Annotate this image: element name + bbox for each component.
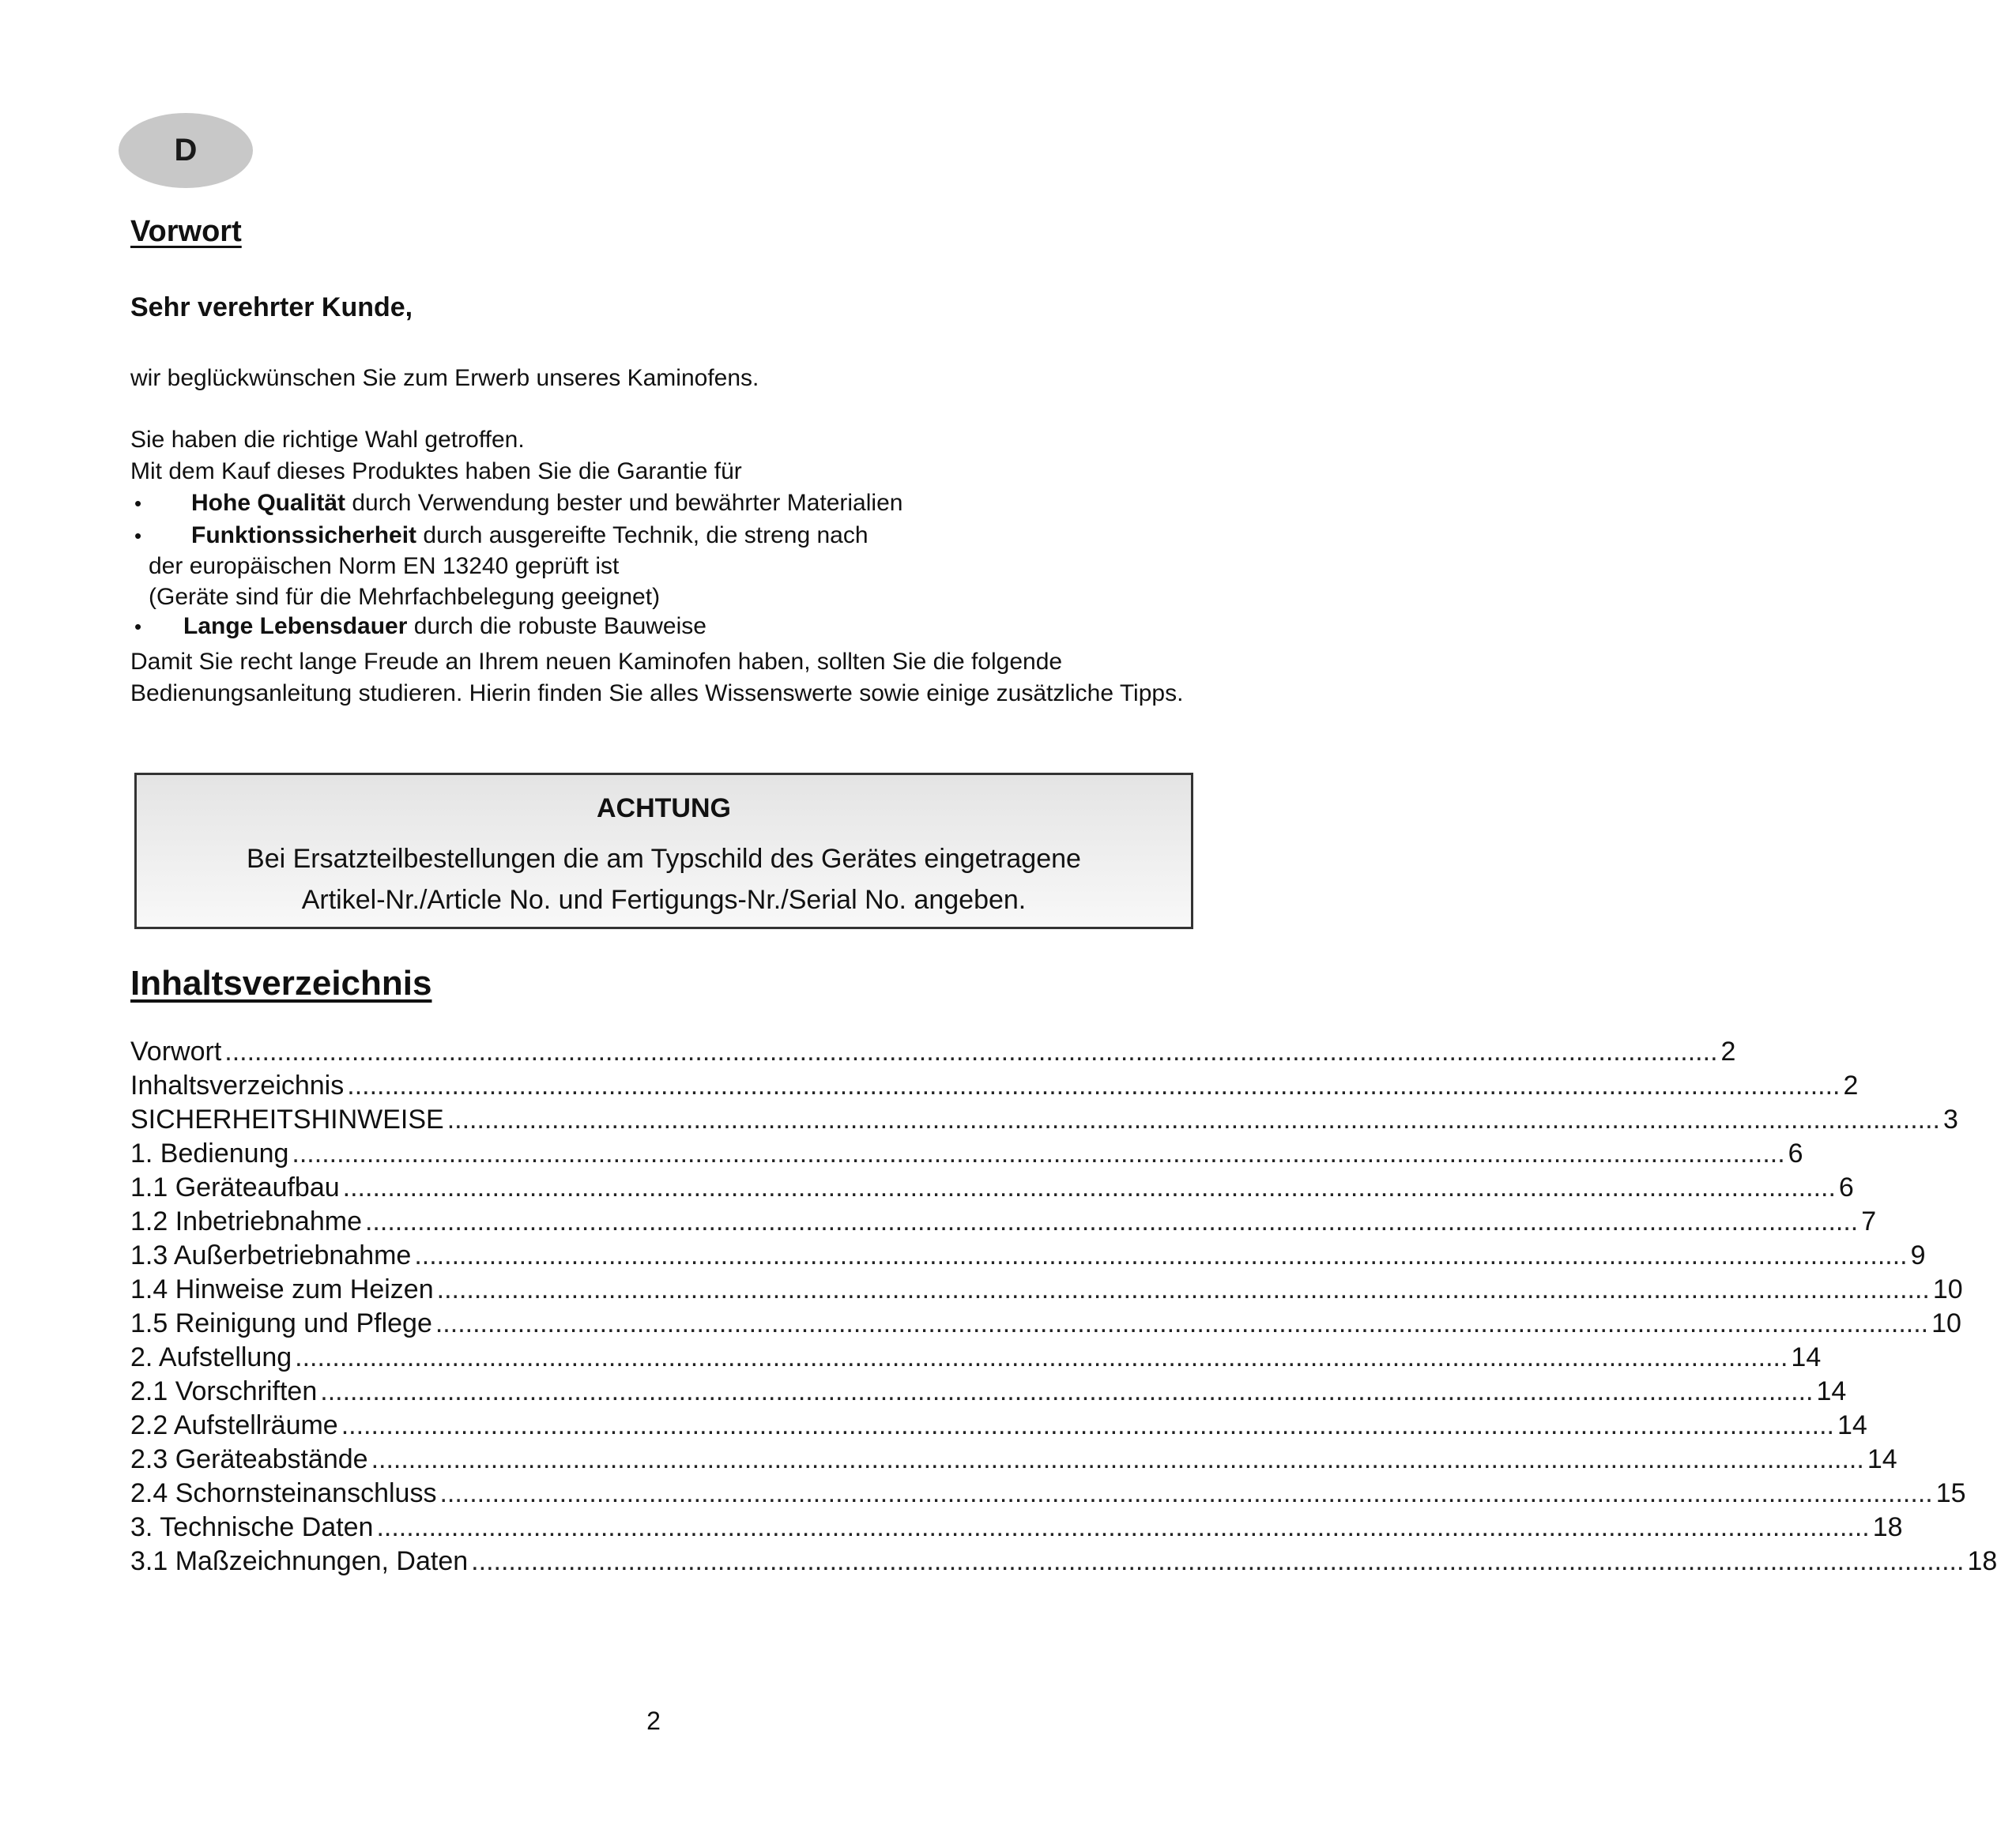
table-of-contents [130,1035,1997,1579]
toc-entry-page: 15 [1935,1478,1966,1508]
closing-paragraph: Damit Sie recht lange Freude an Ihrem neuen Kaminofen haben, sollten Sie die folgende Bedienungsanleitung studieren. Hierin finden Sie alles Wissenswerte sowie einige zusätzliche Tipps. [130,649,1184,706]
toc-entry-page: 18 [1872,1512,1903,1542]
toc-leader-dots: ........................................................................................................................................................................................................ [471,1546,1965,1576]
preface-heading: Vorwort [130,215,242,248]
bullet-dot-icon: • [134,524,142,548]
toc-entry[interactable] [130,1103,1958,1137]
toc-entry-label: 2.3 Geräteabstände [130,1444,368,1474]
notice-text [137,838,1191,920]
toc-entry-page: 6 [1838,1172,1854,1203]
toc-entry[interactable] [130,1069,1859,1103]
toc-entry-label: 1.1 Geräteaufbau [130,1172,340,1203]
bullet-item [183,611,706,642]
notice-line-2: Artikel-Nr./Article No. und Fertigungs-Nr./Serial No. angeben. [301,885,1027,915]
toc-entry-label: Inhaltsverzeichnis [130,1071,345,1101]
toc-entry-page: 10 [1932,1274,1963,1304]
toc-entry-label: 1.2 Inbetriebnahme [130,1206,362,1236]
toc-entry[interactable] [130,1545,1997,1579]
toc-entry-page: 10 [1931,1308,1961,1338]
toc-entry-page: 2 [1720,1037,1736,1067]
toc-entry[interactable] [130,1341,1822,1375]
toc-entry-label: 3.1 Maßzeichnungen, Daten [130,1546,469,1576]
toc-entry-label: 1.3 Außerbetriebnahme [130,1240,412,1270]
bullet-text: durch die robuste Bauweise [407,613,706,639]
notice-title: ACHTUNG [597,793,731,823]
bullet-continuation: der europäischen Norm EN 13240 geprüft ist [149,553,620,579]
bullet-text: durch Verwendung bester und bewährter Materialien [345,490,903,516]
toc-entry-label: 1.5 Reinigung und Pflege [130,1308,432,1338]
toc-leader-dots: ........................................................................................................................................................................................................ [341,1410,1834,1440]
toc-leader-dots: ........................................................................................................................................................................................................ [320,1376,1814,1406]
toc-leader-dots: ........................................................................................................................................................................................................ [436,1274,1930,1304]
toc-leader-dots: ........................................................................................................................................................................................................ [371,1444,1864,1474]
bullet-dot-icon: • [134,615,142,638]
toc-entry[interactable] [130,1511,1903,1545]
toc-entry[interactable] [130,1443,1897,1477]
language-badge: D [119,113,253,188]
guarantee-line-1: Sie haben die richtige Wahl getroffen. [130,427,525,453]
toc-leader-dots: ........................................................................................................................................................................................................ [435,1308,1929,1338]
page-number: 2 [646,1707,661,1735]
toc-entry-page: 18 [1967,1546,1997,1576]
guarantee-paragraph [130,424,742,487]
toc-entry[interactable] [130,1239,1926,1273]
notice-box [134,773,1193,929]
toc-leader-dots: ........................................................................................................................................................................................................ [364,1206,1859,1236]
toc-leader-dots: ........................................................................................................................................................................................................ [295,1342,1788,1372]
toc-entry[interactable] [130,1205,1877,1239]
toc-entry-page: 14 [1791,1342,1822,1372]
bullet-item [191,520,869,551]
toc-entry-page: 14 [1837,1410,1867,1440]
toc-entry[interactable] [130,1477,1966,1511]
bullet-item [191,487,902,519]
guarantee-line-2: Mit dem Kauf dieses Produktes haben Sie die Garantie für [130,458,742,484]
bullet-continuation: (Geräte sind für die Mehrfachbelegung geeignet) [149,584,661,610]
bullet-bold: Funktionssicherheit [191,522,417,548]
bullet-bold: Hohe Qualität [191,490,346,516]
toc-leader-dots: ........................................................................................................................................................................................................ [292,1139,1785,1169]
toc-entry[interactable] [130,1307,1961,1341]
toc-entry[interactable] [130,1409,1867,1443]
toc-entry[interactable] [130,1375,1847,1409]
intro-paragraph: wir beglückwünschen Sie zum Erwerb unseres Kaminofens. [130,365,759,391]
toc-entry-label: 2.4 Schornsteinanschluss [130,1478,437,1508]
bullet-dot-icon: • [134,491,142,515]
toc-leader-dots: ........................................................................................................................................................................................................ [414,1240,1908,1270]
notice-line-1: Bei Ersatzteilbestellungen die am Typschild des Gerätes eingetragene [247,844,1081,874]
toc-heading: Inhaltsverzeichnis [130,964,432,1003]
salutation: Sehr verehrter Kunde, [130,292,413,322]
toc-entry-label: 3. Technische Daten [130,1512,374,1542]
toc-leader-dots: ........................................................................................................................................................................................................ [224,1037,1718,1067]
toc-entry-page: 3 [1942,1105,1958,1135]
bullet-text: durch ausgereifte Technik, die streng nach [416,522,869,548]
toc-entry-page: 14 [1867,1444,1897,1474]
toc-entry[interactable] [130,1171,1854,1205]
toc-leader-dots: ........................................................................................................................................................................................................ [347,1071,1841,1101]
toc-entry[interactable] [130,1035,1736,1069]
toc-entry-label: 2.1 Vorschriften [130,1376,318,1406]
toc-entry[interactable] [130,1137,1803,1171]
toc-entry-label: 1.4 Hinweise zum Heizen [130,1274,434,1304]
toc-entry-label: Vorwort [130,1037,222,1067]
toc-leader-dots: ........................................................................................................................................................................................................ [439,1478,1933,1508]
toc-entry-page: 2 [1843,1071,1859,1101]
toc-entry-page: 14 [1816,1376,1847,1406]
toc-entry[interactable] [130,1273,1963,1307]
toc-entry-label: SICHERHEITSHINWEISE [130,1105,444,1135]
toc-entry-page: 9 [1910,1240,1926,1270]
toc-entry-label: 2. Aufstellung [130,1342,292,1372]
toc-leader-dots: ........................................................................................................................................................................................................ [446,1105,1940,1135]
toc-entry-label: 1. Bedienung [130,1139,289,1169]
toc-leader-dots: ........................................................................................................................................................................................................ [342,1172,1836,1203]
toc-leader-dots: ........................................................................................................................................................................................................ [376,1512,1870,1542]
toc-entry-page: 6 [1788,1139,1803,1169]
toc-entry-page: 7 [1861,1206,1877,1236]
bullet-bold: Lange Lebensdauer [183,613,408,639]
toc-entry-label: 2.2 Aufstellräume [130,1410,338,1440]
